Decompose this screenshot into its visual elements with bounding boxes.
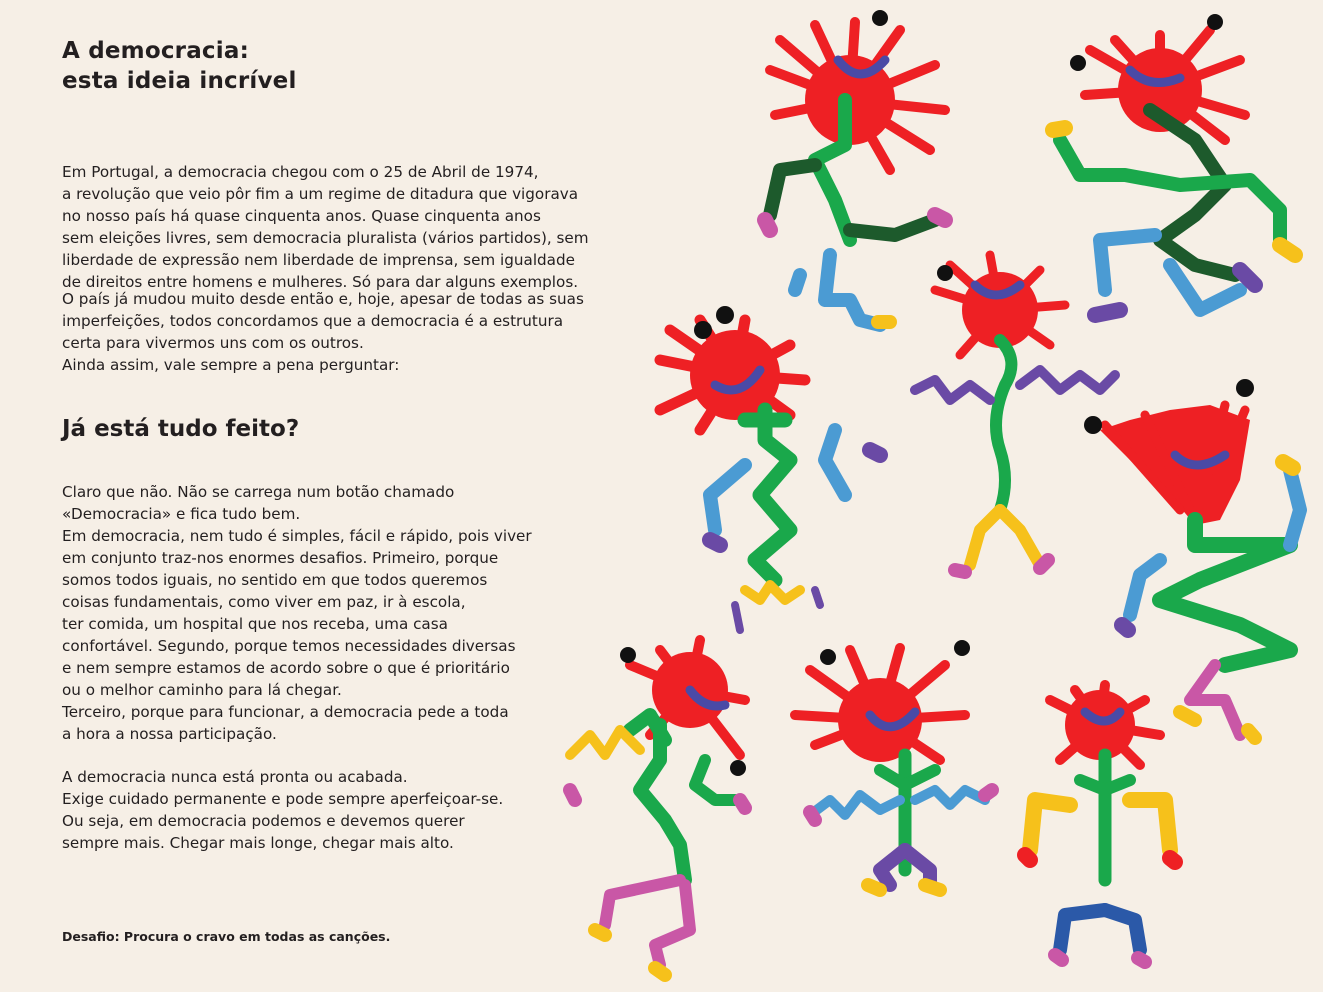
- text-line: somos todos iguais, no sentido em que todos queremos: [62, 571, 488, 589]
- text-line: Claro que não. Não se carrega num botão chamado: [62, 483, 455, 501]
- carnation-figure: [1084, 379, 1300, 738]
- text-line: certa para vivermos uns com os outros.: [62, 334, 364, 352]
- carnation-illustration: [560, 0, 1323, 992]
- text-line: Ainda assim, vale sempre a pena perguntar:: [62, 356, 400, 374]
- carnation-figure: [660, 306, 880, 630]
- text-line: no nosso país há quase cinquenta anos. Quase cinquenta anos: [62, 207, 541, 225]
- challenge-note: Desafio: Procura o cravo em todas as canções.: [62, 929, 391, 944]
- third-paragraph: [62, 481, 532, 745]
- fourth-paragraph: [62, 766, 503, 854]
- text-line: Ou seja, em democracia podemos e devemos querer: [62, 812, 465, 830]
- text-line: em conjunto traz-nos enormes desafios. Primeiro, porque: [62, 549, 499, 567]
- carnation-figure: [1025, 685, 1175, 962]
- text-line: coisas fundamentais, como viver em paz, ir à escola,: [62, 593, 466, 611]
- text-line: a hora a nossa participação.: [62, 725, 277, 743]
- carnation-figures-svg: [560, 0, 1323, 992]
- text-line: imperfeições, todos concordamos que a democracia é a estrutura: [62, 312, 564, 330]
- text-line: liberdade de expressão nem liberdade de imprensa, sem igualdade: [62, 251, 575, 269]
- text-line: sem eleições livres, sem democracia pluralista (vários partidos), sem: [62, 229, 589, 247]
- text-line: de direitos entre homens e mulheres. Só para dar alguns exemplos.: [62, 273, 579, 291]
- carnation-figure: [570, 640, 746, 975]
- intro-paragraph: [62, 161, 589, 293]
- text-line: Terceiro, porque para funcionar, a democracia pede a toda: [62, 703, 509, 721]
- text-line: confortável. Segundo, porque temos necessidades diversas: [62, 637, 516, 655]
- carnation-figure: [1053, 14, 1295, 315]
- text-line: A democracia nunca está pronta ou acabada.: [62, 768, 408, 786]
- carnation-figure: [795, 640, 992, 890]
- text-line: Em democracia, nem tudo é simples, fácil e rápido, pois viver: [62, 527, 532, 545]
- section-heading: Já está tudo feito?: [62, 416, 300, 442]
- text-column: [62, 36, 602, 944]
- text-line: «Democracia» e fica tudo bem.: [62, 505, 301, 523]
- title-line: esta ideia incrível: [62, 68, 297, 94]
- carnation-figure: [915, 255, 1115, 572]
- text-line: e nem sempre estamos de acordo sobre o que é prioritário: [62, 659, 510, 677]
- text-line: sempre mais. Chegar mais longe, chegar mais alto.: [62, 834, 454, 852]
- text-line: a revolução que veio pôr fim a um regime de ditadura que vigorava: [62, 185, 579, 203]
- page-title: [62, 36, 602, 96]
- text-line: Em Portugal, a democracia chegou com o 25 de Abril de 1974,: [62, 163, 539, 181]
- text-line: O país já mudou muito desde então e, hoje, apesar de todas as suas: [62, 290, 584, 308]
- text-line: ter comida, um hospital que nos receba, uma casa: [62, 615, 448, 633]
- second-paragraph: [62, 288, 584, 376]
- carnation-figure: [765, 10, 945, 325]
- text-line: Exige cuidado permanente e pode sempre aperfeiçoar-se.: [62, 790, 504, 808]
- title-line: A democracia:: [62, 38, 249, 64]
- text-line: ou o melhor caminho para lá chegar.: [62, 681, 342, 699]
